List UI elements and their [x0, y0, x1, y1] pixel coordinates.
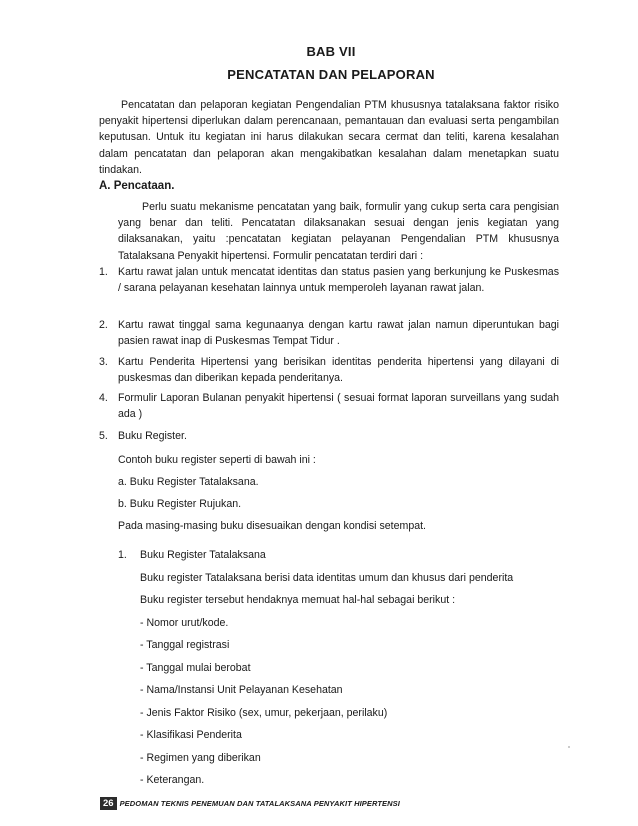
intro-paragraph: Pencatatan dan pelaporan kegiatan Pengendalian PTM khususnya tatalaksana faktor risiko penyakit hipertensi diperlukan dalam perencanaan, pemantauan dan evaluasi serta pengambilan keputusan. Untuk itu kegiatan ini harus dilakukan secara cermat dan teliti, karena kesalahan dalam pencatatan dan pelaporan akan mengakibatkan kesalahan dalam menetapkan suatu tindakan.: [99, 99, 559, 176]
section-a-heading: A. Pencataan.: [99, 180, 175, 192]
chapter-title: PENCATATAN DAN PELAPORAN: [227, 67, 435, 82]
list-item-text: Kartu rawat jalan untuk mencatat identitas dan status pasien yang berkunjung ke Puskesmas / sarana pelayanan kesehatan lainnya untuk memperoleh layanan rawat jalan.: [118, 266, 559, 295]
page-number: 26: [100, 797, 117, 810]
list-item: [99, 264, 559, 296]
list-item: [99, 317, 559, 349]
list-item: [99, 354, 559, 386]
scan-speck: [568, 746, 570, 748]
register-field: - Keterangan.: [140, 774, 205, 786]
register-field: - Regimen yang diberikan: [140, 752, 261, 764]
list-item-text: Kartu rawat tinggal sama kegunaanya dengan kartu rawat jalan namun diperuntukan bagi pasien rawat inap di Puskesmas Tempat Tidur .: [118, 319, 559, 348]
section-a-paragraph: Perlu suatu mekanisme pencatatan yang baik, formulir yang cukup serta cara pengisian yang benar dan teliti. Pencatatan dilaksanakan sesuai dengan jenis kegiatan yang dilaksanakan, yaitu :pencatatan kegiatan pelayanan Pengendalian PTM khususnya Tatalaksana Penyakit hipertensi. Formulir pencatatan terdiri dari :: [118, 201, 559, 262]
list-item-number: 5.: [99, 430, 108, 442]
list-item-text: Buku Register.: [118, 430, 187, 442]
register-field: - Tanggal mulai berobat: [140, 662, 251, 674]
register-item-a: a. Buku Register Tatalaksana.: [118, 476, 259, 488]
chapter-number: BAB VII: [306, 44, 356, 59]
list-item: [99, 428, 559, 444]
page-footer: [100, 796, 400, 810]
register-example-intro: Contoh buku register seperti di bawah ini :: [118, 454, 316, 466]
list-item-number: 2.: [99, 319, 108, 331]
list-item: [99, 390, 559, 422]
register-field: - Jenis Faktor Risiko (sex, umur, pekerjaan, perilaku): [140, 707, 388, 719]
footer-title: PEDOMAN TEKNIS PENEMUAN DAN TATALAKSANA PENYAKIT HIPERTENSI: [119, 798, 400, 808]
sub-item-number: 1.: [118, 549, 127, 561]
register-note: Pada masing-masing buku disesuaikan dengan kondisi setempat.: [118, 520, 426, 532]
register-item-b: b. Buku Register Rujukan.: [118, 498, 242, 510]
register-field: - Tanggal registrasi: [140, 639, 230, 651]
list-item-number: 3.: [99, 356, 108, 368]
register-field: - Nomor urut/kode.: [140, 617, 229, 629]
list-item-text: Formulir Laporan Bulanan penyakit hipertensi ( sesuai format laporan surveillans yang sudah ada ): [118, 392, 559, 421]
register-field: - Klasifikasi Penderita: [140, 729, 242, 741]
list-item-text: Kartu Penderita Hipertensi yang berisikan identitas penderita hipertensi yang dilayani di puskesmas dan diberikan kepada penderitanya.: [118, 356, 559, 385]
sub-item-line-1: Buku register Tatalaksana berisi data identitas umum dan khusus dari penderita: [140, 572, 514, 584]
list-item-number: 1.: [99, 266, 108, 278]
list-item-number: 4.: [99, 392, 108, 404]
register-field: - Nama/Instansi Unit Pelayanan Kesehatan: [140, 684, 343, 696]
sub-item-line-2: Buku register tersebut hendaknya memuat hal-hal sebagai berikut :: [140, 594, 456, 606]
sub-item-title: Buku Register Tatalaksana: [140, 549, 266, 561]
